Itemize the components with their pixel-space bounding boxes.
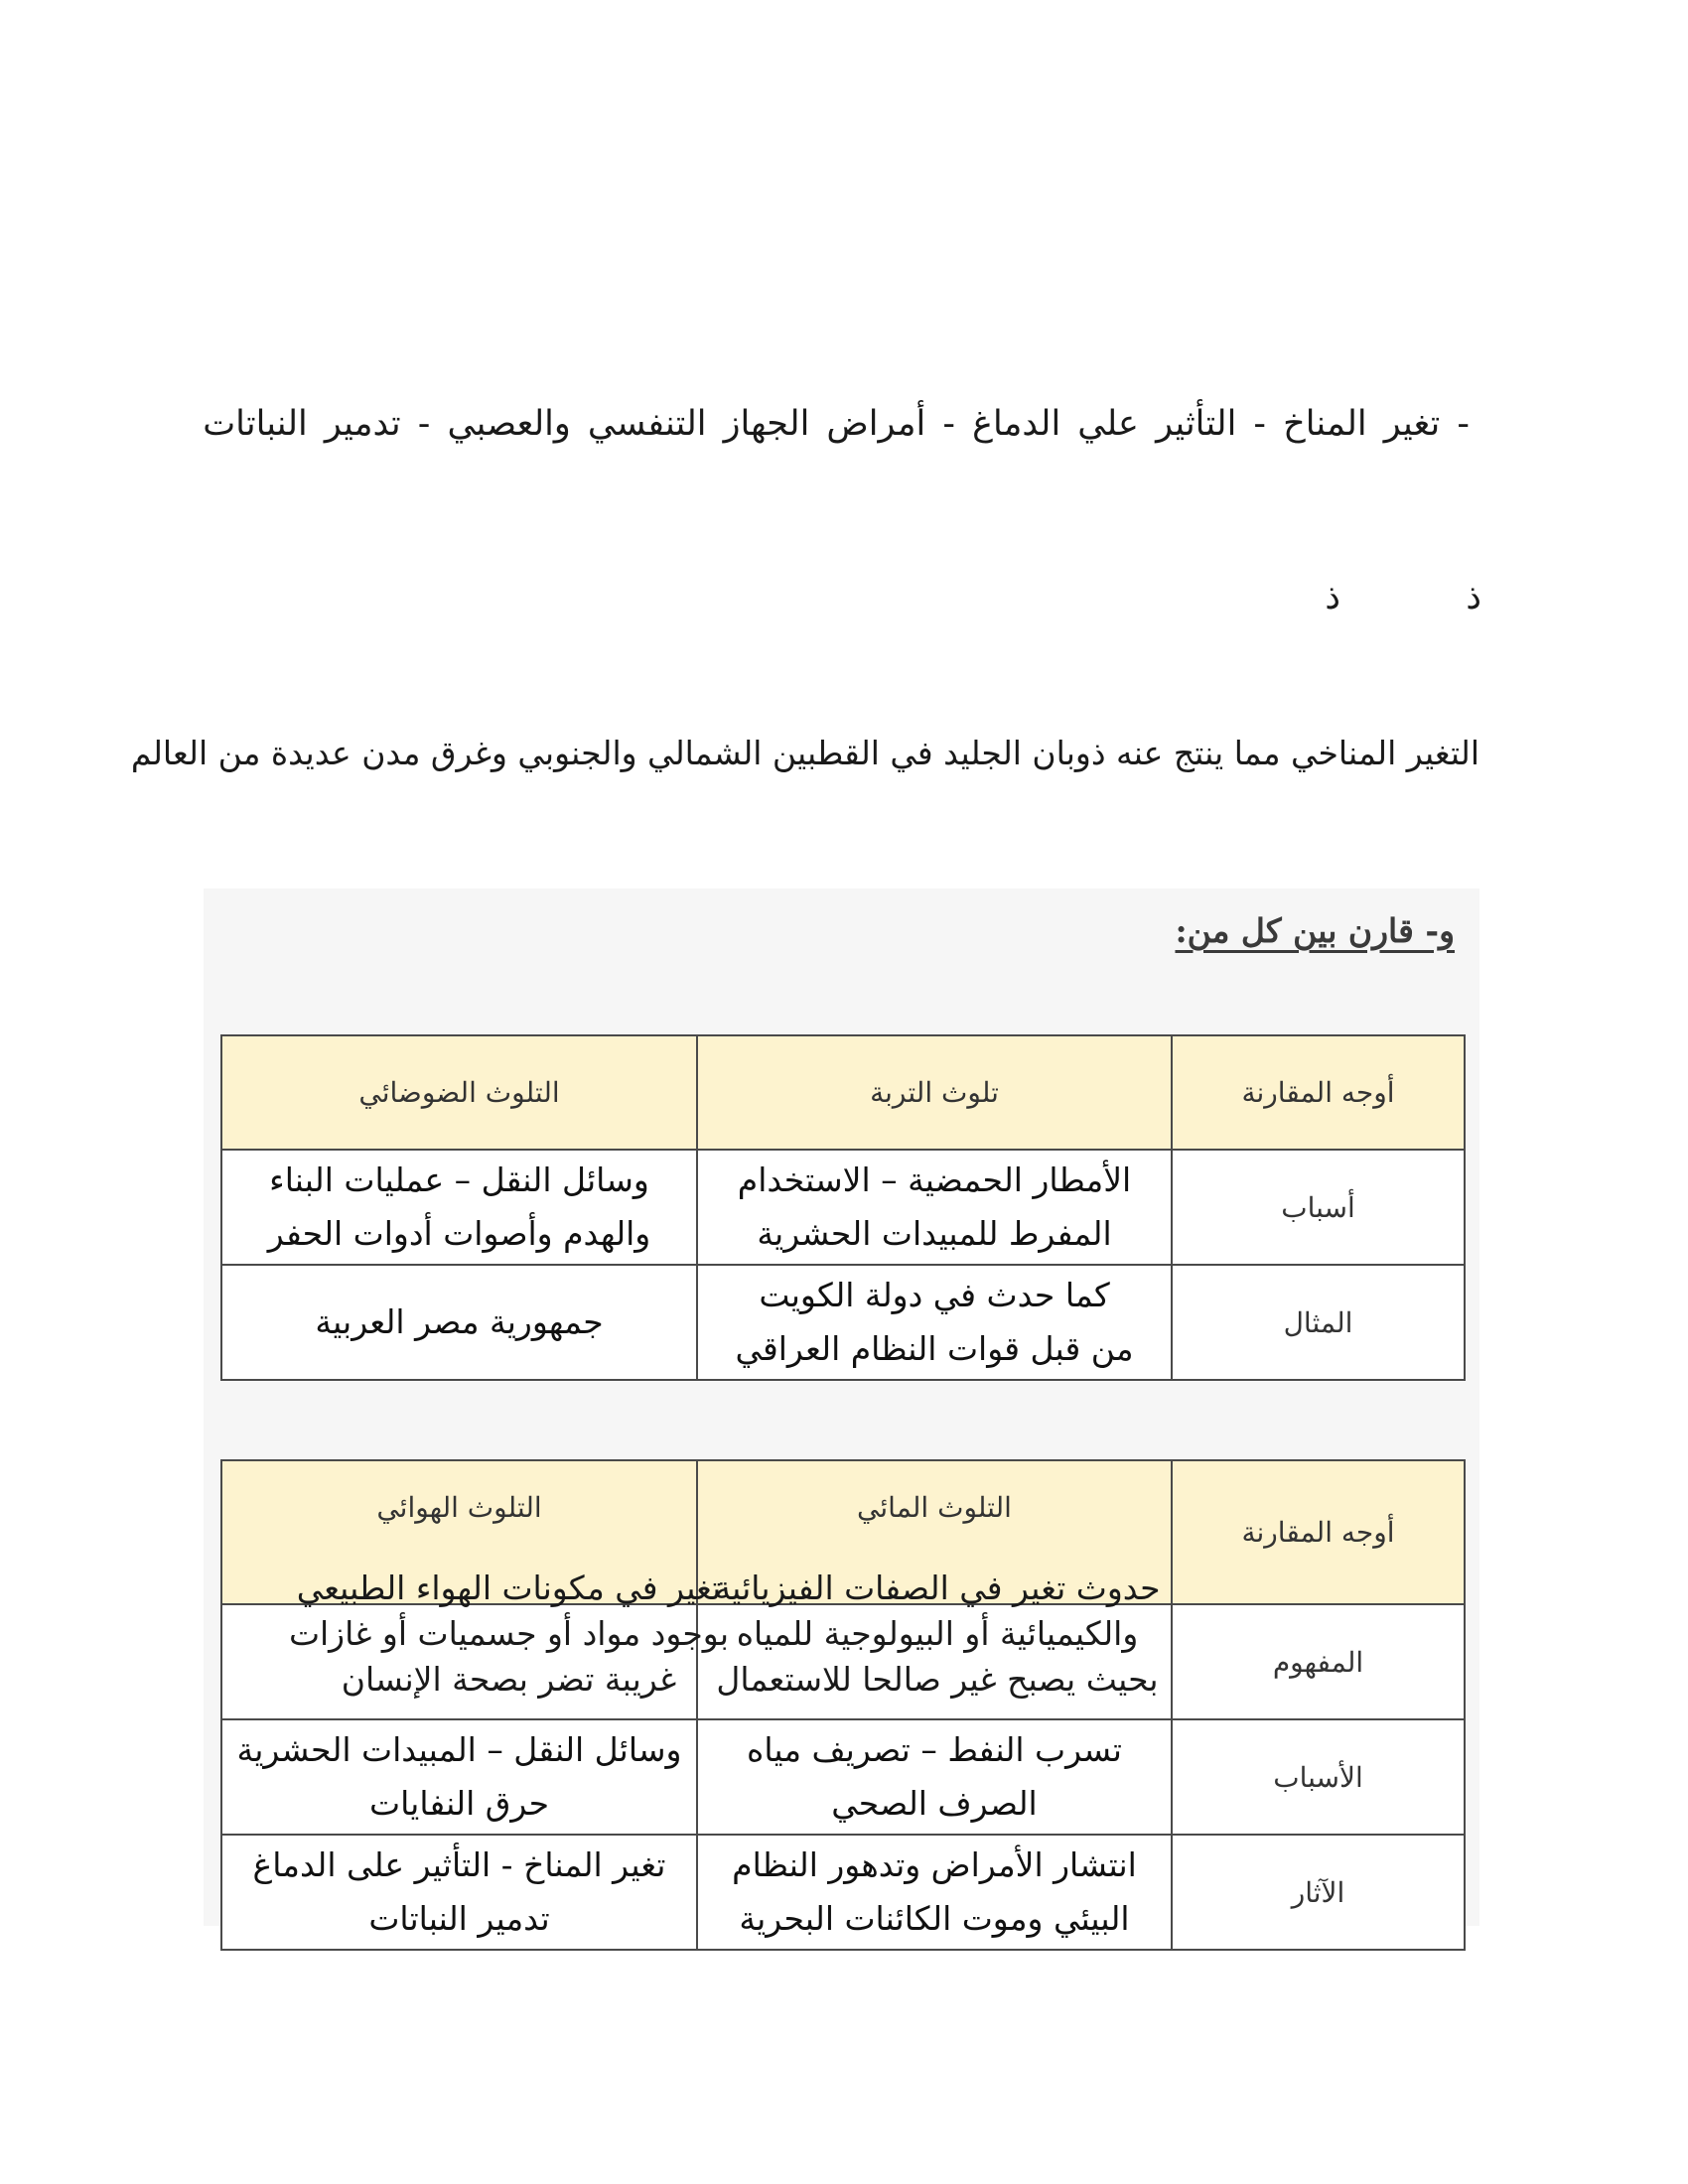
cell-line: من قبل قوات النظام العراقي [735, 1329, 1134, 1368]
cell-line: تغير المناخ - التأثير على الدماغ [252, 1845, 666, 1884]
cell-line: وسائل النقل – المبيدات الحشرية [236, 1730, 682, 1769]
air-concept-cell [221, 1569, 730, 1719]
cell-line: تغير في مكونات الهواء الطبيعي [296, 1569, 722, 1607]
cell-line: غريبة تضر بصحة الإنسان [341, 1660, 677, 1699]
cell-line: حرق النفايات [369, 1784, 549, 1823]
air-effects-cell [221, 1835, 697, 1950]
comparison-table-water-air [220, 1459, 1466, 1951]
cell-line: والكيميائية أو البيولوجية للمياه [736, 1614, 1139, 1653]
header-comparison-aspects: أوجه المقارنة [1172, 1460, 1465, 1604]
soil-causes-cell [697, 1150, 1172, 1265]
noise-causes-cell [221, 1150, 697, 1265]
comparison-table-soil-noise [220, 1034, 1466, 1381]
air-causes-cell [221, 1719, 697, 1835]
cell-line: بوجود مواد أو جسميات أو غازات [288, 1614, 730, 1653]
water-concept-cell [697, 1569, 1172, 1719]
cell-line: والهدم وأصوات أدوات الحفر [267, 1214, 651, 1253]
answer-letter-a: ذ [1466, 578, 1481, 617]
cell-line: حدوث تغير في الصفات الفيزيائية [714, 1569, 1161, 1607]
effects-answer-line: - تغير المناخ - التأثير علي الدماغ - أمراض الجهاز التنفسي والعصبي - تدمير النباتات [203, 404, 1470, 444]
cell-line: انتشار الأمراض وتدهور النظام [732, 1845, 1137, 1884]
question-title: و- قارن بين كل من: [1175, 911, 1455, 950]
table-row [221, 1150, 1465, 1265]
water-causes-cell [697, 1719, 1172, 1835]
row-label-causes: أسباب [1172, 1150, 1465, 1265]
cell-line: بحيث يصبح غير صالحا للاستعمال [716, 1660, 1159, 1699]
table-header-row [221, 1035, 1465, 1150]
cell-line: تسرب النفط – تصريف مياه [747, 1730, 1122, 1769]
cell-line: الأمطار الحمضية – الاستخدام [737, 1160, 1132, 1199]
header-water-pollution: التلوث المائي [697, 1460, 1172, 1604]
cell-line: الصرف الصحي [831, 1784, 1038, 1823]
header-soil-pollution: تلوث التربة [697, 1035, 1172, 1150]
table-row [221, 1265, 1465, 1380]
noise-example-cell [221, 1265, 697, 1380]
row-label-effects: الآثار [1172, 1835, 1465, 1950]
row-label-concept: المفهوم [1172, 1604, 1465, 1719]
table-row [221, 1835, 1465, 1950]
cell-line: جمهورية مصر العربية [315, 1302, 604, 1341]
cell-line: البيئي وموت الكائنات البحرية [739, 1899, 1130, 1938]
climate-answer-line: التغير المناخي مما ينتج عنه ذوبان الجليد في القطبين الشمالي والجنوبي وغرق مدن عديدة من العالم [130, 734, 1479, 772]
cell-line: كما حدث في دولة الكويت [759, 1276, 1110, 1314]
water-concept-text [701, 1566, 1174, 1703]
row-label-example: المثال [1172, 1265, 1465, 1380]
header-noise-pollution: التلوث الضوضائي [221, 1035, 697, 1150]
soil-example-cell [697, 1265, 1172, 1380]
answer-letter-b: ذ [1325, 578, 1340, 617]
table-row [221, 1719, 1465, 1835]
water-effects-cell [697, 1835, 1172, 1950]
header-air-pollution: التلوث الهوائي [221, 1460, 697, 1604]
air-concept-text [272, 1566, 746, 1703]
cell-line: وسائل النقل – عمليات البناء [269, 1160, 649, 1199]
row-label-causes: الأسباب [1172, 1719, 1465, 1835]
cell-line: تدمير النباتات [368, 1899, 550, 1938]
table-row [221, 1604, 1465, 1719]
header-comparison-aspects: أوجه المقارنة [1172, 1035, 1465, 1150]
cell-line: المفرط للمبيدات الحشرية [757, 1214, 1112, 1253]
